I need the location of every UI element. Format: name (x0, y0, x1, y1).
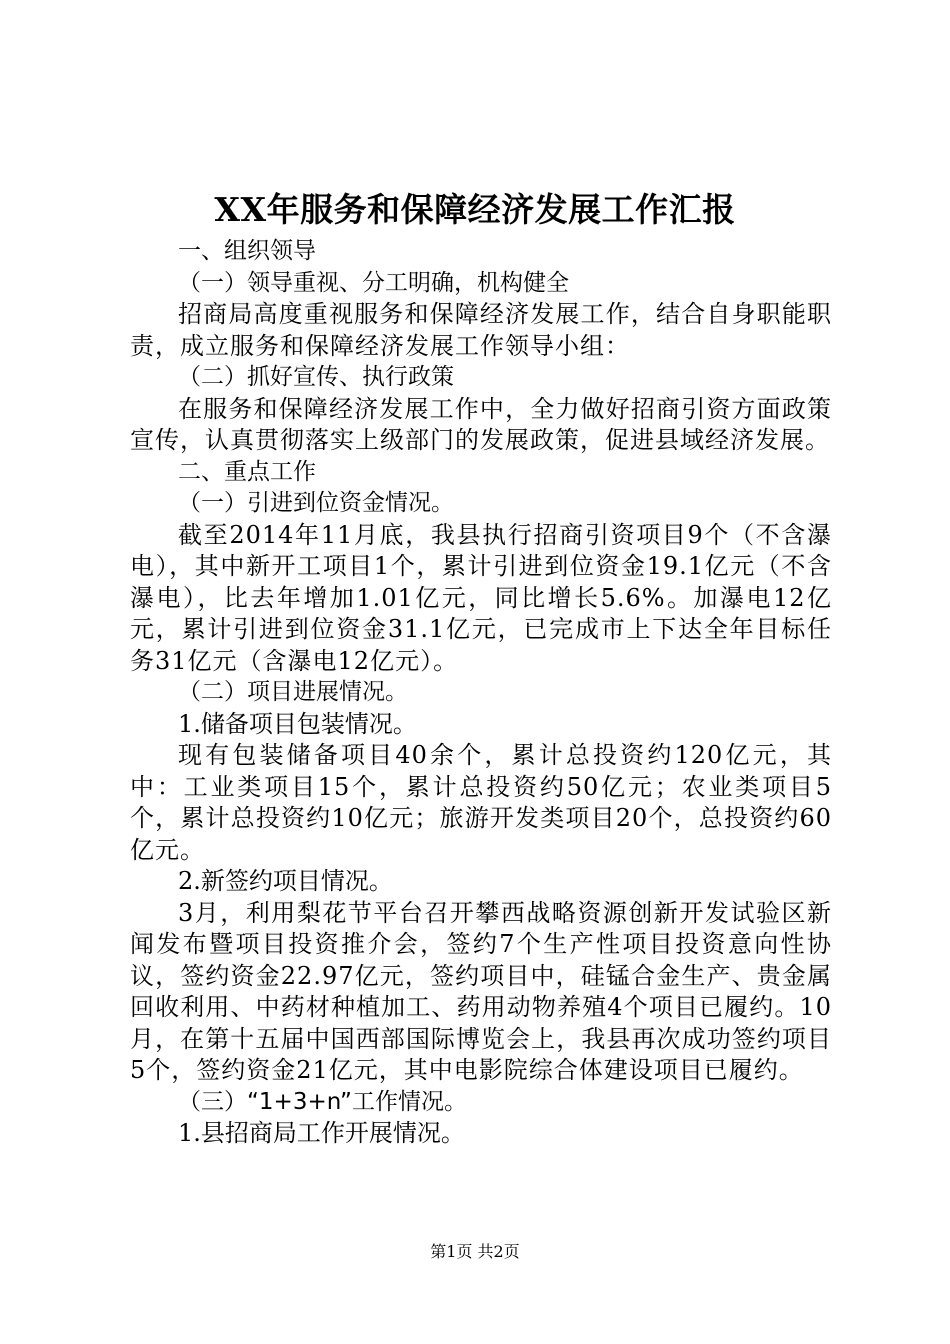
paragraph: 现有包装储备项目40余个，累计总投资约120亿元，其中：工业类项目15个，累计总投资约50亿元；农业类项目5个，累计总投资约10亿元；旅游开发类项目20个，总投资约60亿元。 (130, 741, 832, 864)
list-item-heading: 1.县招商局工作开展情况。 (178, 1119, 465, 1147)
subsection-heading: （一）引进到位资金情况。 (178, 490, 454, 516)
subsection-heading: （二）抓好宣传、执行政策 (178, 364, 454, 390)
section-heading: 二、重点工作 (178, 458, 316, 485)
paragraph: 招商局高度重视服务和保障经济发展工作，结合自身职能职责，成立服务和保障经济发展工作领导小组： (130, 300, 832, 360)
paragraph: 截至2014年11月底，我县执行招商引资项目9个（不含瀑电），其中新开工项目1个，累计引进到位资金19.1亿元（不含瀑电），比去年增加1.01亿元，同比增长5.6%。加瀑电12亿元，累计引进到位资金31.1亿元，已完成市上下达全年目标任务31亿元（含瀑电12亿元）。 (130, 520, 832, 675)
paragraph: 在服务和保障经济发展工作中，全力做好招商引资方面政策宣传，认真贯彻落实上级部门的发展政策，促进县域经济发展。 (130, 394, 832, 454)
document-body (130, 236, 832, 1150)
paragraph: 3月，利用梨花节平台召开攀西战略资源创新开发试验区新闻发布暨项目投资推介会，签约7个生产性项目投资意向性协议，签约资金22.97亿元，签约项目中，硅锰合金生产、贵金属回收利用、中药材种植加工、药用动物养殖4个项目已履约。10月，在第十五届中国西部国际博览会上，我县再次成功签约项目5个，签约资金21亿元，其中电影院综合体建设项目已履约。 (130, 898, 832, 1084)
document-title: XX年服务和保障经济发展工作汇报 (214, 190, 736, 229)
list-item-heading: 2.新签约项目情况。 (178, 867, 393, 895)
page-footer: 第1页 共2页 (430, 1242, 520, 1261)
section-heading: 一、组织领导 (178, 238, 316, 264)
subsection-heading: （三）“1+3+n”工作情况。 (178, 1088, 467, 1115)
subsection-heading: （二）项目进展情况。 (178, 679, 408, 705)
subsection-heading: （一）领导重视、分工明确，机构健全 (178, 269, 569, 296)
list-item-heading: 1.储备项目包装情况。 (178, 709, 417, 738)
